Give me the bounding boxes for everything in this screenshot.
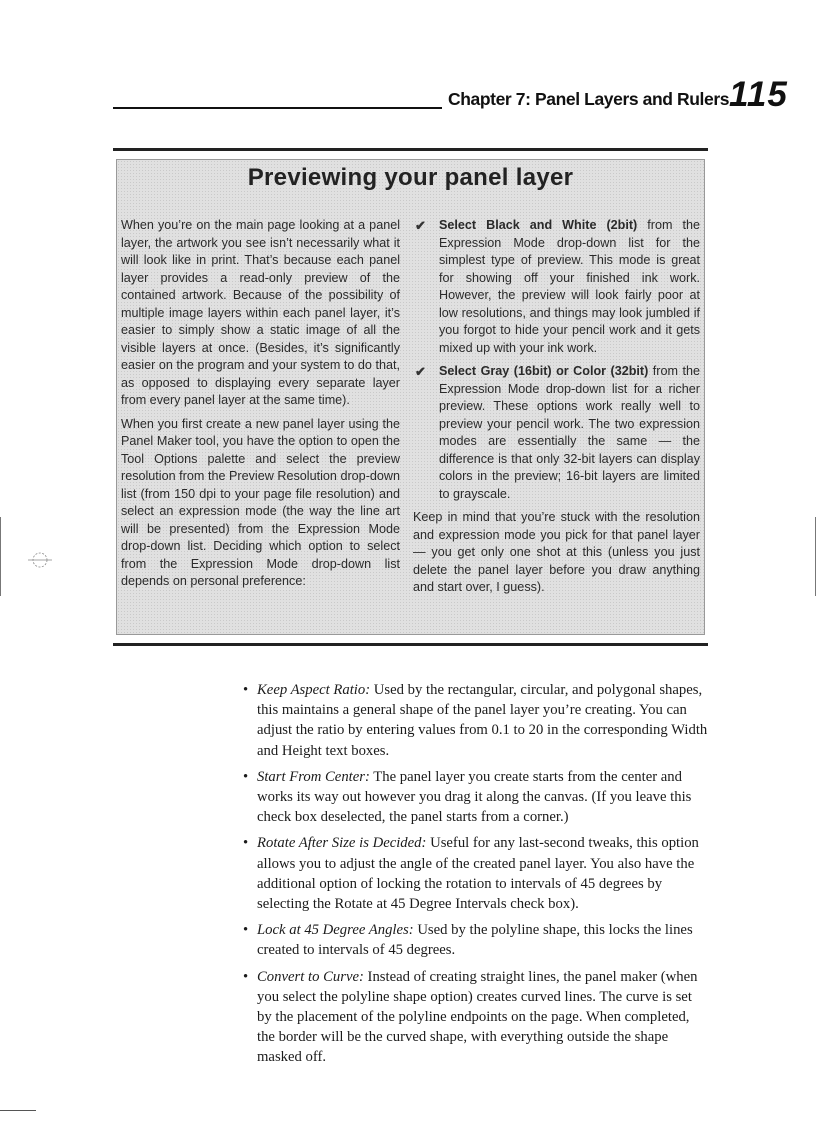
option-text: Instead of creating straight lines, the panel maker (when you select the polyline shape option) creates curved lines. The curve is set by the placement of the polyline endpoints on the page. When completed, the border will be the curved shape, with everything outside the shape masked off. [257,968,698,1066]
option-text: Useful for any last-second tweaks, this option allows you to adjust the angle of the created panel layer. You also have the additional option of locking the rotation to intervals of 45 degrees by selecting the Rotate at 45 Degree Intervals check box). [257,835,699,913]
sidebar-shaded-panel [116,159,705,635]
option-text: Used by the rectangular, circular, and polygonal shapes, this maintains a general shape of the panel layer you’re creating. You can adjust the ratio by entering values from 0.1 to 20 in the corresponding Width and Height text boxes. [257,682,708,759]
bullet-dot-icon: • [243,968,249,985]
sidebar-left-column [121,217,400,597]
bullet-lead: Select Black and White (2bit) [439,218,638,232]
sidebar-closing-paragraph: Keep in mind that you’re stuck with the resolution and expression mode you pick for that panel layer — you get only one shot at this (unless you just delete the panel layer before you draw anything and start over, I guess). [413,510,700,594]
option-term: Lock at 45 Degree Angles: [257,922,414,939]
checkmark-icon: ✔ [415,364,426,379]
option-term: Start From Center: [257,768,370,785]
chapter-title: Chapter 7: Panel Layers and Rulers [448,89,730,109]
option-term: Keep Aspect Ratio: [257,682,371,698]
option-item [243,680,708,761]
sidebar-paragraph: When you’re on the main page looking at a panel layer, the artwork you see isn’t necessarily what it will look like in print. That’s because each panel layer provides a read-only preview of the contained artwork. Because of the possibility of multiple image layers within each panel layer, it’s easier to simply show a static image of all the visible layers at once. (Besides, it’s significantly easier on the program and your system to do that, as opposed to displaying every separate layer from every panel layer at the same time). [121,218,400,407]
option-item [243,967,708,1068]
page-number: 115 [729,75,788,114]
crop-mark-left [0,517,1,596]
sidebar-right-column [413,217,700,603]
bullet-text: from the Expression Mode drop-down list for a richer preview. These options work really well to preview your pencil work. The two expression modes are essentially the same — the difference is that only 32-bit layers can display colors in the preview; 16-bit layers are limited to grayscale. [439,364,700,501]
bullet-dot-icon: • [243,682,249,698]
option-term: Rotate After Size is Decided: [257,835,427,852]
sidebar-paragraph: When you first create a new panel layer using the Panel Maker tool, you have the option to open the Tool Options palette and select the preview resolution from the Preview Resolution drop-down list (from 150 dpi to your page file resolution) and select an expression mode (the way the line art will be presented) from the Expression Mode drop-down list. Deciding which option to select from the Expression Mode drop-down list depends on personal preference: [121,416,400,588]
option-item [243,920,708,960]
bullet-dot-icon: • [243,835,249,852]
crop-mark-bottom [0,1110,36,1111]
sidebar-bullet [413,363,700,503]
option-item [243,833,708,914]
sidebar-box [113,148,708,646]
bullet-dot-icon: • [243,922,249,939]
option-text: Used by the polyline shape, this locks the lines created to intervals of 45 degrees. [257,922,693,959]
bullet-dot-icon: • [243,768,249,785]
bullet-text: from the Expression Mode drop-down list for the simplest type of preview. This mode is great for showing off your finished ink work. However, the preview will look fairly poor at low resolutions, and things may look jumbled if you forgot to hide your pencil work and it gets mixed up with your ink work. [439,218,700,355]
registration-mark-icon [28,548,52,572]
checkmark-icon: ✔ [415,218,426,233]
sidebar-title: Previewing your panel layer [247,164,574,191]
option-list [243,680,708,1074]
option-text: The panel layer you create starts from the center and works its way out however you drag it along the canvas. (If you leave this check box deselected, the panel starts from a corner.) [257,768,692,826]
bullet-lead: Select Gray (16bit) or Color (32bit) [439,364,649,378]
header-rule [113,107,442,109]
sidebar-bullet [413,217,700,357]
option-item [243,767,708,828]
option-term: Convert to Curve: [257,968,364,985]
